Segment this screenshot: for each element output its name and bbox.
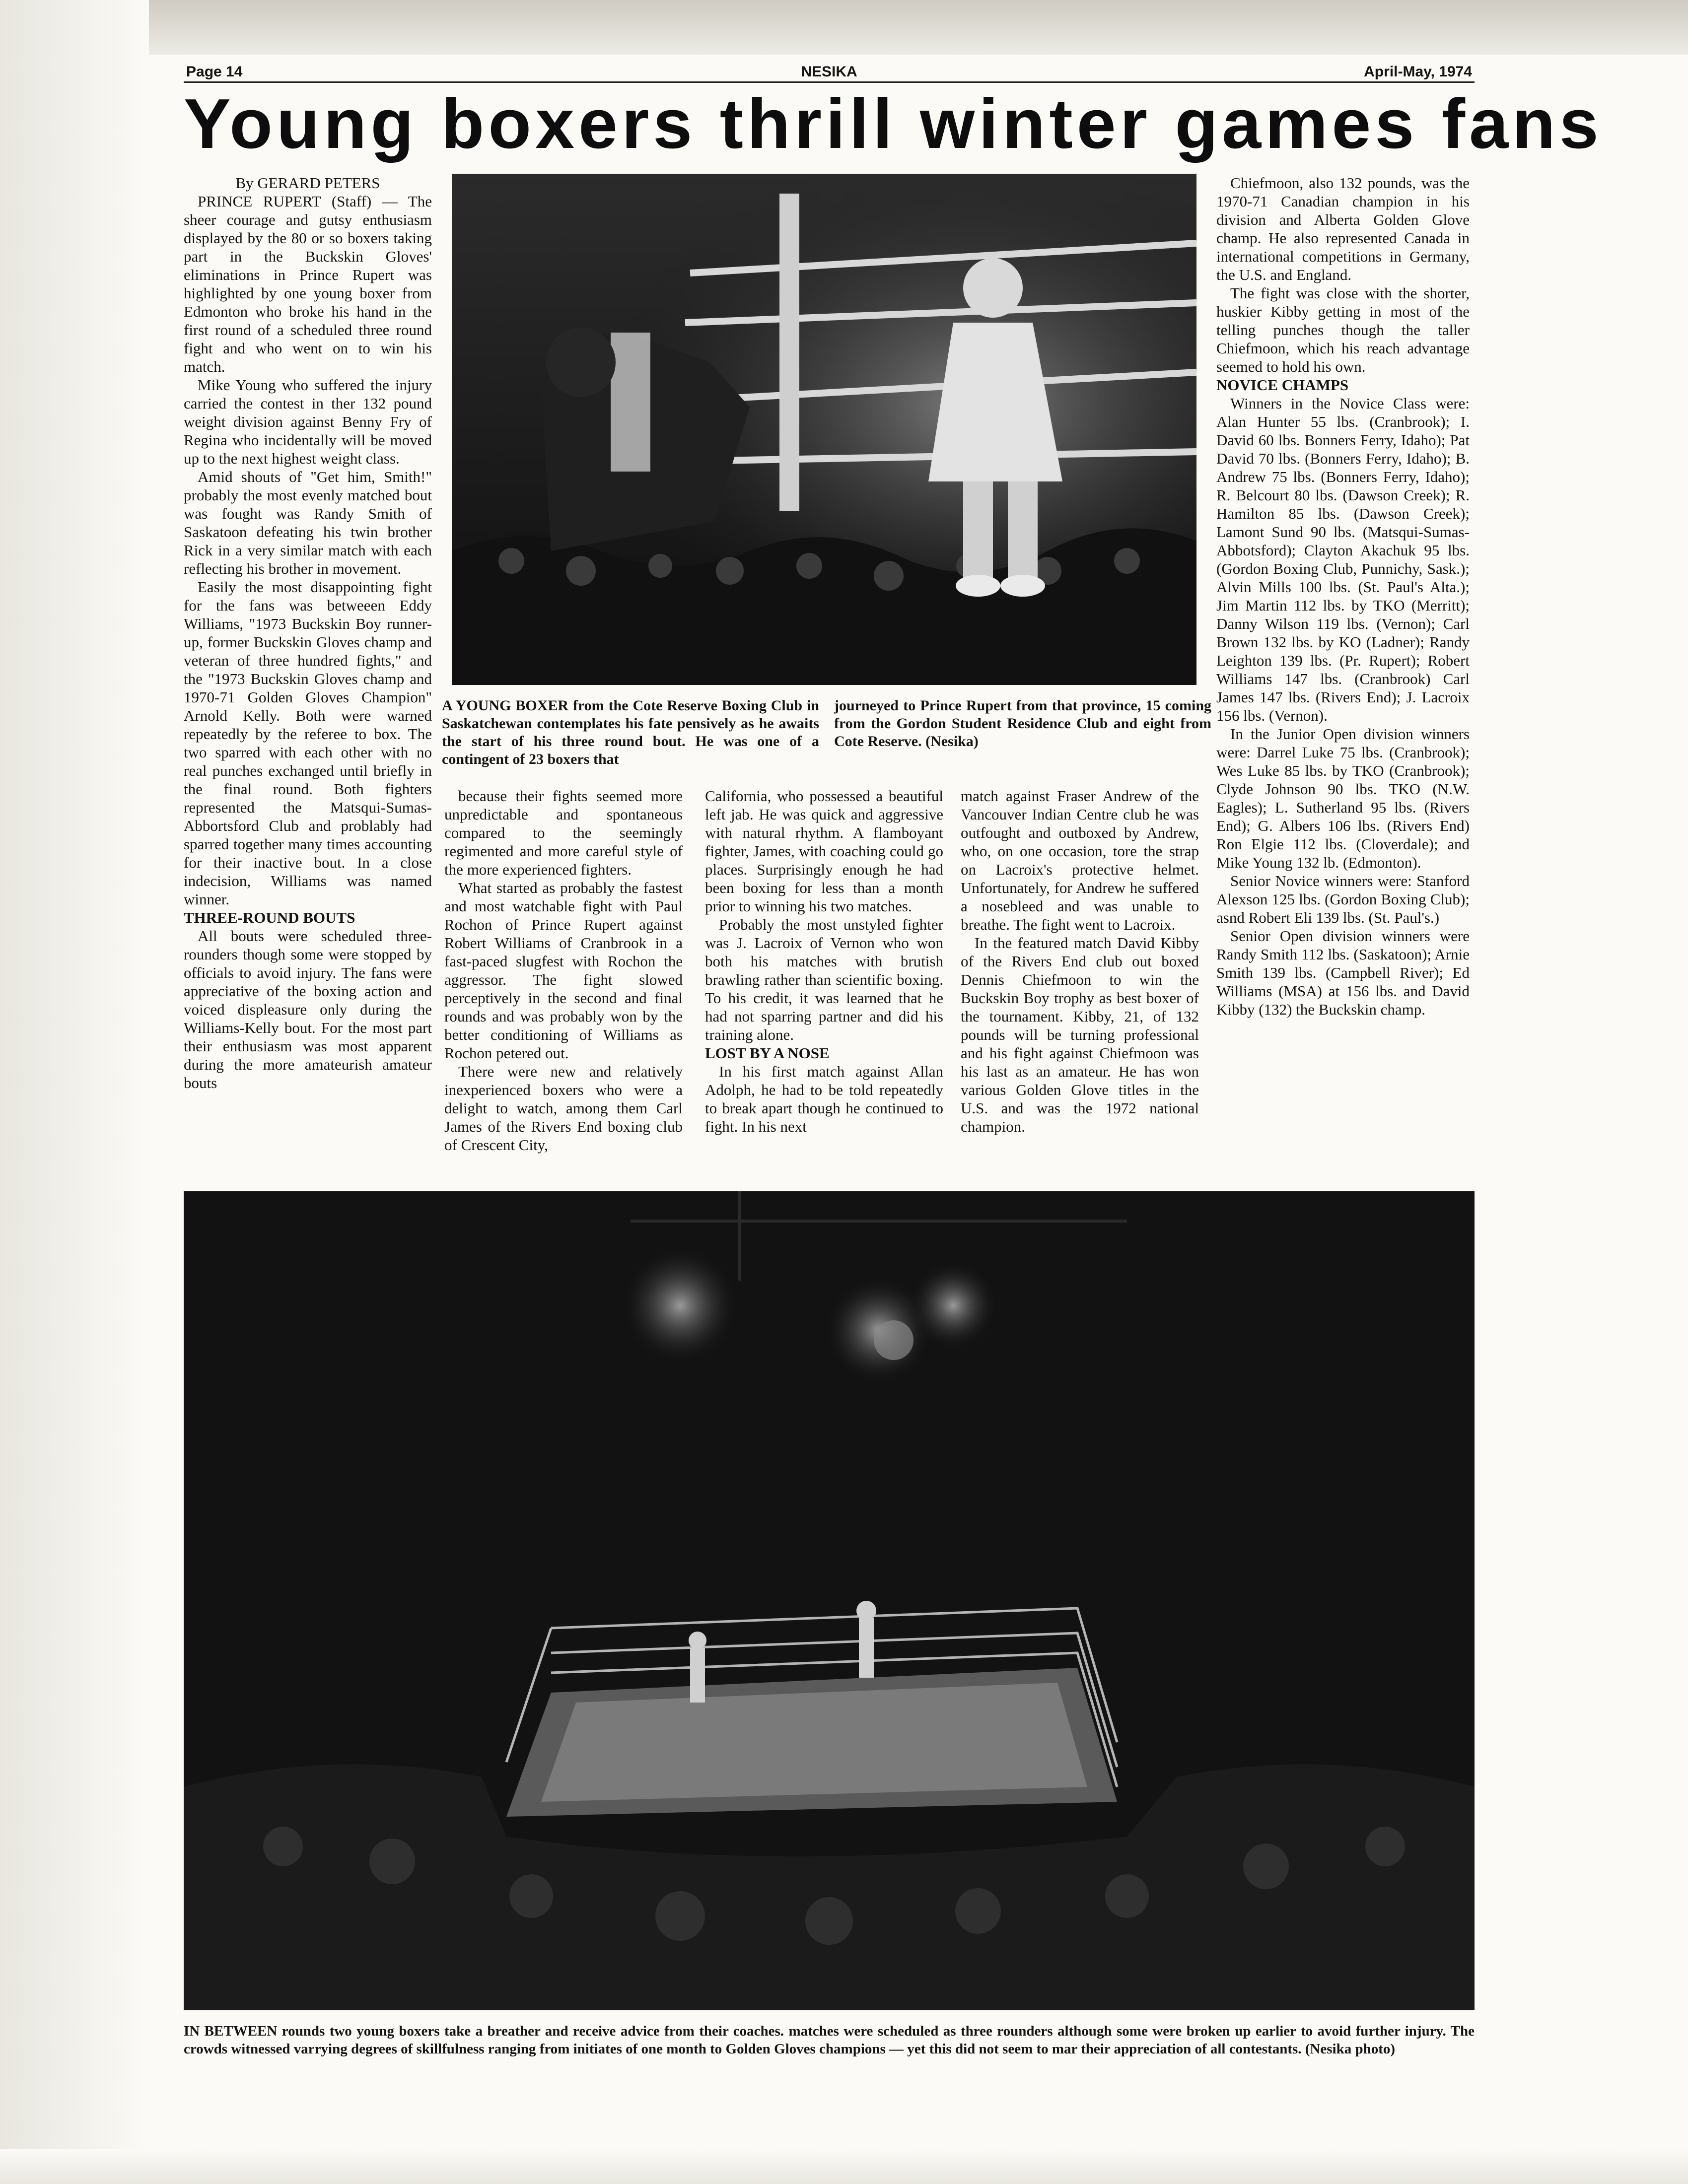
article-paragraph: Amid shouts of "Get him, Smith!" probably the most evenly matched bout was fought was Randy Smith of Saskatoon defeating his twin brother Rick in a very similar match with each reflecting his brother in movement. (184, 468, 432, 577)
scan-edge-top (0, 0, 1688, 55)
article-paragraph: Senior Open division winners were Randy Smith 112 lbs. (Saskatoon); Arnie Smith 139 lbs. (Campbell River); Ed Williams (MSA) at 156 lbs. and David Kibby (132) the Buckskin champ. (1216, 927, 1470, 1018)
article-paragraph: In the Junior Open division winners were: Darrel Luke 75 lbs. (Cranbrook); Wes Luke 85 lbs. by TKO (Cranbrook); Clyde Johnson 90 lbs. TKO (N.W. Eagles); L. Sutherland 95 lbs. (Rivers End); G. Albers 106 lbs. (Rivers End) Ron Elgie 112 lbs. (Cloverdale); and Mike Young 132 lb. (Edmonton). (1216, 725, 1470, 871)
photo-caption-left: A YOUNG BOXER from the Cote Reserve Boxing Club in Saskatchewan contemplates his fate pensively as he awaits the start of his three round bout. He was one of a contingent of 23 boxers that (442, 697, 819, 767)
masthead-rule (184, 81, 1475, 83)
article-paragraph: Mike Young who suffered the injury carried the contest in ther 132 pound weight division against Benny Fry of Regina who incidentally will be moved up to the next highest weight class. (184, 376, 432, 467)
scan-edge-bottom (0, 2149, 1688, 2184)
article-column-3 (705, 787, 943, 1136)
article-column-5 (1216, 174, 1470, 1019)
article-paragraph: Winners in the Novice Class were: Alan Hunter 55 lbs. (Cranbrook); I. David 60 lbs. Bonners Ferry, Idaho); Pat David 70 lbs. (Bonners Ferry, Idaho); B. Andrew 75 lbs. (Bonners Ferry, Idaho); R. Belcourt 80 lbs. (Dawson Creek); R. Hamilton 85 lbs. (Dawson Creek); Lamont Sund 90 lbs. (Matsqui-Sumas-Abbotsford); Clayton Akachuk 95 lbs. (Gordon Boxing Club, Punnichy, Sask.); Alvin Mills 100 lbs. (St. Paul's Alta.); Jim Martin 112 lbs. by TKO (Merritt); Danny Wilson 119 lbs. (Vernon); Carl Brown 132 lbs. by KO (Ladner); Randy Leighton 139 lbs. (Pr. Rupert); Robert Williams 147 lbs. (Cranbrook) Carl James 147 lbs. (Rivers End); J. Lacroix 156 lbs. (Vernon). (1216, 395, 1470, 724)
photo-boxing-arena (184, 1191, 1475, 2010)
article-paragraph: Easily the most disappointing fight for the fans was betweeen Eddy Williams, "1973 Buckskin Boy runner-up, former Buckskin Gloves champ and veteran of three hundred fights," and the "1973 Buckskin Gloves champ and 1970-71 Golden Gloves Champion" Arnold Kelly. Both were warned repeatedly by the referee to box. The two sparred with each other with no real punches exchanged until briefly in the final round. Both fighters represented the Matsqui-Sumas-Abbortsford Club and problably had sparred together many times accounting for their inactive bout. In a close indecision, Williams was named winner. (184, 578, 432, 908)
article-paragraph: because their fights seemed more unpredictable and spontaneous compared to the seemingly regimented and more careful style of the more experienced fighters. (444, 787, 683, 878)
page-number: Page 14 (186, 64, 243, 80)
article-paragraph: What started as probably the fastest and most watchable fight with Paul Rochon of Prince Rupert against Robert Williams of Cranbrook in a fast-paced slugfest with Rochon the aggressor. The fight slowed perceptively in the second and final rounds and was probably won by the better conditioning of Williams as Rochon petered out. (444, 879, 683, 1062)
subhead: THREE-ROUND BOUTS (184, 909, 355, 926)
article-paragraph: match against Fraser Andrew of the Vancouver Indian Centre club he was outfought and outboxed by Andrew, who, on one occasion, tore the strap on Lacroix's protective helmet. Unfortunately, for Andrew he suffered a nosebleed and was unable to breathe. The fight went to Lacroix. (961, 787, 1199, 933)
article-paragraph: Probably the most unstyled fighter was J. Lacroix of Vernon who won both his matches with brutish brawling rather than scientific boxing. To his credit, it was learned that he had not sparring partner and did his training alone. (705, 916, 943, 1043)
article-paragraph: In the featured match David Kibby of the Rivers End club out boxed Dennis Chiefmoon to win the Buckskin Boy trophy as best boxer of the tournament. Kibby, 21, of 132 pounds will be turning professional and his fight against Chiefmoon was his last as an amateur. He has won various Golden Glove titles in the U.S. and was the 1972 national champion. (961, 934, 1199, 1135)
subhead: LOST BY A NOSE (705, 1044, 830, 1062)
article-paragraph: California, who possessed a beautiful left jab. He was quick and aggressive with natural rhythm. A flamboyant fighter, James, with coaching could go places. Surprisingly enough he had been boxing for less than a month prior to winning his two matches. (705, 787, 943, 915)
subhead: NOVICE CHAMPS (1216, 376, 1349, 394)
photo-young-boxer (452, 174, 1196, 685)
article-column-1 (184, 174, 432, 1092)
scan-edge-left (0, 0, 149, 2184)
article-paragraph: PRINCE RUPERT (Staff) — The sheer courage and gutsy enthusiasm displayed by the 80 or so boxers taking part in the Buckskin Gloves' eliminations in Prince Rupert was highlighted by one young boxer from Edmonton who broke his hand in the first round of a scheduled three round fight and who went on to win his match. (184, 193, 432, 375)
article-paragraph: There were new and relatively inexperienced boxers who were a delight to watch, among them Carl James of the Rivers End boxing club of Crescent City, (444, 1063, 683, 1154)
paper-name: NESIKA (801, 64, 857, 80)
photo-caption-right: journeyed to Prince Rupert from that province, 15 coming from the Gordon Student Residence Club and eight from Cote Reserve. (Nesika) (834, 697, 1211, 750)
photo-boxing-arena-image (184, 1191, 1475, 2010)
article-paragraph: All bouts were scheduled three-rounders though some were stopped by officials to avoid injury. The fans were appreciative of the boxing action and voiced displeasure only during the Williams-Kelly bout. For the most part their enthusiasm was most apparent during the more amateurish amateur bouts (184, 927, 432, 1092)
photo-young-boxer-image (452, 174, 1196, 685)
article-column-2 (444, 787, 683, 1154)
article-column-4 (961, 787, 1199, 1136)
headline: Young boxers thrill winter games fans (184, 84, 1603, 163)
article-paragraph: Senior Novice winners were: Stanford Alexson 125 lbs. (Gordon Boxing Club); asnd Robert Eli 139 lbs. (St. Paul's.) (1216, 872, 1470, 926)
article-paragraph: Chiefmoon, also 132 pounds, was the 1970-71 Canadian champion in his division and Alberta Golden Glove champ. He also represented Canada in international competitions in Germany, the U.S. and England. (1216, 174, 1470, 283)
article-paragraph: In his first match against Allan Adolph, he had to be told repeatedly to break apart though he continued to fight. In his next (705, 1063, 943, 1135)
photo-caption-bottom: IN BETWEEN rounds two young boxers take a breather and receive advice from their coaches. matches were scheduled as three rounders although some were broken up earlier to avoid further injury. The crowds witnessed varrying degrees of skillfulness ranging from initiates of one month to Golden Gloves champions — yet this did not seem to mar their appreciation of all contestants. (Nesika photo) (184, 2023, 1475, 2057)
issue-date: April-May, 1974 (1364, 64, 1472, 80)
byline: By GERARD PETERS (235, 174, 380, 192)
article-paragraph: The fight was close with the shorter, huskier Kibby getting in most of the telling punches though the taller Chiefmoon, which his reach advantage seemed to hold his own. (1216, 284, 1470, 375)
